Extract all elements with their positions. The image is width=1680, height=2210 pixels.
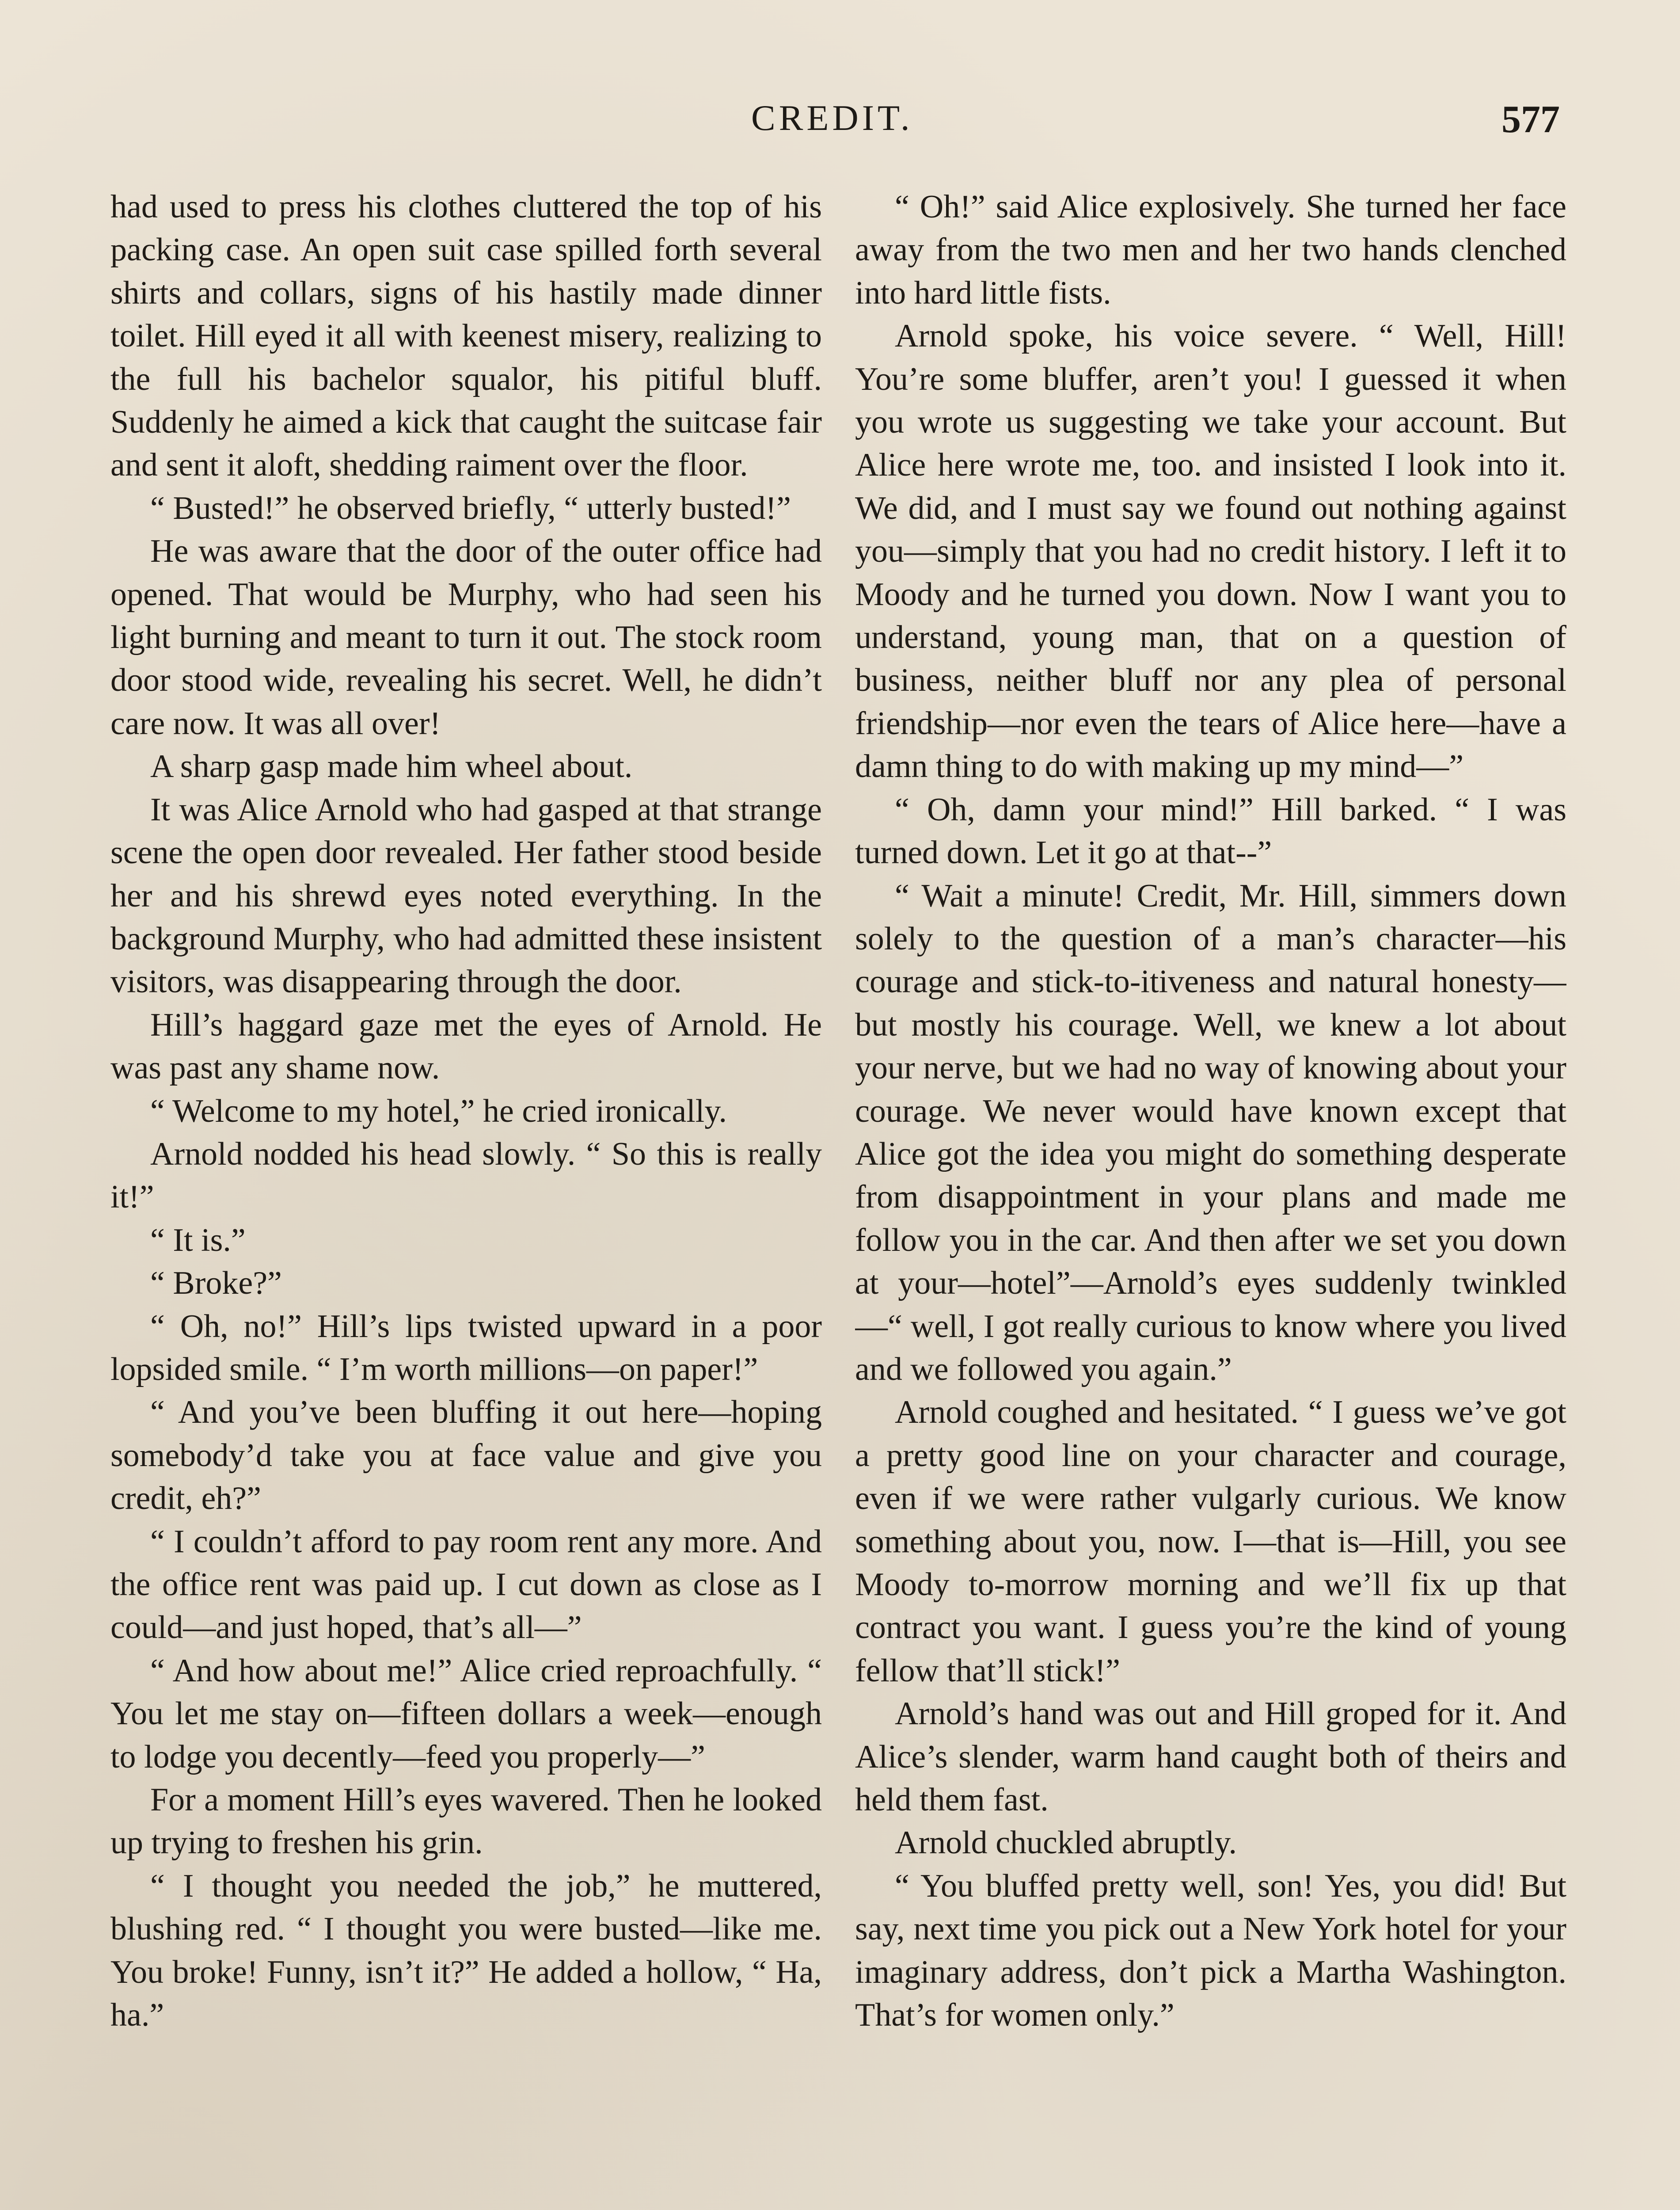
- paragraph: For a moment Hill’s eyes wavered. Then he looked up trying to freshen his grin.: [110, 1782, 822, 1861]
- paragraph: “ It is.”: [150, 1222, 246, 1258]
- page-header: [110, 97, 1560, 150]
- paragraph: It was Alice Arnold who had gasped at that strange scene the open door revealed. Her father stood beside her and his shrewd eyes noted everything. In the background Murphy, who had admitted these insistent visitors, was disappearing through the door.: [110, 791, 822, 1000]
- paragraph: Arnold spoke, his voice severe. “ Well, Hill! You’re some bluffer, aren’t you! I guessed it when you wrote us suggesting we take your account. But Alice here wrote me, too. and insisted I look into it. We did, and I must say we found out nothing against you—simply that you had no credit history. I left it to Moody and he turned you down. Now I want you to understand, young man, that on a question of business, neither bluff nor any plea of personal friendship—nor even the tears of Alice here—have a damn thing to do with making up my mind—”: [855, 318, 1566, 785]
- right-column: [855, 186, 1566, 2210]
- paragraph: “ Busted!” he observed briefly, “ utterly busted!”: [150, 490, 791, 526]
- paragraph: A sharp gasp made him wheel about.: [150, 748, 633, 785]
- paragraph: “ Oh, damn your mind!” Hill barked. “ I was turned down. Let it go at that--”: [855, 791, 1566, 871]
- page-number: 577: [1501, 98, 1560, 141]
- paragraph: Arnold coughed and hesitated. “ I guess we’ve got a pretty good line on your character and courage, even if we were rather vulgarly curious. We know something about you, now. I—that is—Hill, you see Moody to-morrow morning and we’ll fix up that contract you want. I guess you’re the kind of young fellow that’ll stick!”: [855, 1394, 1566, 1689]
- left-column: [110, 186, 822, 2210]
- paragraph: “ Welcome to my hotel,” he cried ironically.: [150, 1093, 727, 1129]
- paragraph: “ Oh, no!” Hill’s lips twisted upward in a poor lopsided smile. “ I’m worth millions—on paper!”: [110, 1308, 822, 1387]
- paragraph: “ You bluffed pretty well, son! Yes, you did! But say, next time you pick out a New York hotel for your imaginary address, don’t pick a Martha Washington. That’s for women only.”: [855, 1867, 1566, 2034]
- paragraph: Hill’s haggard gaze met the eyes of Arnold. He was past any shame now.: [110, 1006, 822, 1086]
- paragraph: “ And how about me!” Alice cried reproachfully. “ You let me stay on—fifteen dollars a week—enough to lodge you decently—feed you properly—”: [110, 1652, 822, 1775]
- paragraph: had used to press his clothes cluttered the top of his packing case. An open suit case spilled forth several shirts and collars, signs of his hastily made dinner toilet. Hill eyed it all with keenest misery, realizing to the full his bachelor squalor, his pitiful bluff. Suddenly he aimed a kick that caught the suitcase fair and sent it aloft, shedding raiment over the floor.: [110, 189, 822, 484]
- paragraph: Arnold’s hand was out and Hill groped for it. And Alice’s slender, warm hand caught both of theirs and held them fast.: [855, 1696, 1566, 1818]
- paragraph: He was aware that the door of the outer office had opened. That would be Murphy, who had seen his light burning and meant to turn it out. The stock room door stood wide, revealing his secret. Well, he didn’t care now. It was all over!: [110, 533, 822, 742]
- paragraph: “ Oh!” said Alice explosively. She turned her face away from the two men and her two hands clenched into hard little fists.: [855, 189, 1566, 311]
- running-title: CREDIT.: [751, 98, 913, 138]
- paragraph: “ And you’ve been bluffing it out here—hoping somebody’d take you at face value and give you credit, eh?”: [110, 1394, 822, 1517]
- paragraph: “ Wait a minute! Credit, Mr. Hill, simmers down solely to the question of a man’s character—his courage and stick-to-itiveness and natural honesty—but mostly his courage. Well, we knew a lot about your nerve, but we had no way of knowing about your courage. We never would have known except that Alice got the idea you might do something desperate from disappointment in your plans and made me follow you in the car. And then after we set you down at your—hotel”—Arnold’s eyes suddenly twinkled—“ well, I got really curious to know where you lived and we followed you again.”: [855, 877, 1566, 1387]
- paragraph: “ Broke?”: [150, 1265, 282, 1302]
- paragraph: “ I couldn’t afford to pay room rent any more. And the office rent was paid up. I cut down as close as I could—and just hoped, that’s all—”: [110, 1523, 822, 1646]
- paragraph: Arnold chuckled abruptly.: [895, 1825, 1237, 1861]
- paragraph: Arnold nodded his head slowly. “ So this is really it!”: [110, 1135, 822, 1216]
- paragraph: “ I thought you needed the job,” he muttered, blushing red. “ I thought you were busted—like me. You broke! Funny, isn’t it?” He added a hollow, “ Ha, ha.”: [110, 1867, 822, 2034]
